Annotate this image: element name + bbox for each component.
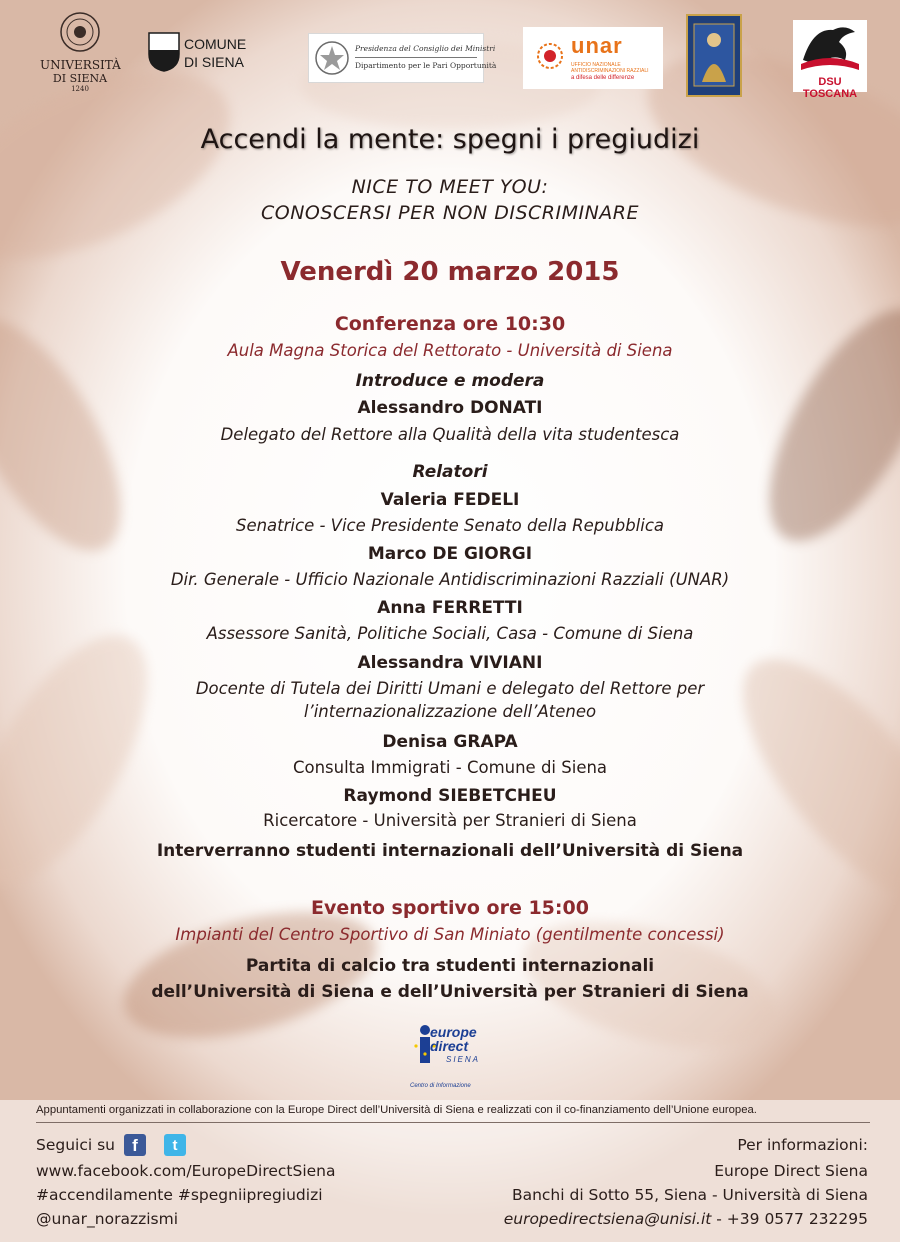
speaker-name: Marco DE GIORGI [367,544,533,564]
unar-dots-icon [535,41,565,71]
speaker-role: Ricercatore - Università per Stranieri di Siena [263,811,637,830]
hashtags: #accendilamente #spegniipregiudizi [36,1186,323,1204]
footer [0,1100,900,1242]
speakers-label: Relatori [412,462,488,482]
europe-line2: direct [430,1038,469,1054]
unisi-name-line2: DI SIENA [52,72,108,85]
speaker-name: Valeria FEDELI [380,490,520,510]
footer-divider [36,1122,870,1123]
speaker-role: Assessore Sanità, Politiche Sociali, Casa - Comune di Siena [206,624,694,643]
info-org: Europe Direct Siena [714,1162,868,1180]
europe-line3: SIENA [446,1055,481,1064]
unisi-year: 1240 [71,85,89,93]
twitter-handle-link[interactable]: @unar_norazzismi [36,1210,179,1228]
comune-logo [148,32,258,76]
dsu-name: DSU TOSCANA [802,76,858,100]
unar-sub1: UFFICIO NAZIONALE ANTIDISCRIMINAZIONI RAZZIALI [571,62,649,74]
europe-direct-logo [408,1020,498,1096]
presidenza-line2: Dipartimento per le Pari Opportunità [355,61,497,70]
presidenza-logo [308,33,497,83]
speaker-name: Raymond SIEBETCHEU [343,786,557,806]
comune-name-line1: COMUNE [184,36,247,52]
pegasus-icon [793,20,867,76]
speaker-name: Denisa GRAPA [382,732,518,752]
funding-note: Appuntamenti organizzati in collaborazione con la Europe Direct dell’Università di Siena e realizzati con il co-finanziamento dell’Unione europea. [36,1104,757,1116]
siena-shield-icon [148,32,180,72]
moderator-name: Alessandro DONATI [357,398,543,418]
twitter-icon[interactable] [164,1134,186,1156]
students-note: Interverranno studenti internazionali dell’Università di Siena [156,841,744,861]
unar-logo [523,27,663,89]
speaker-role: Consulta Immigrati - Comune di Siena [292,758,608,777]
info-email-link[interactable]: europedirectsiena@unisi.it [503,1210,712,1228]
sport-venue: Impianti del Centro Sportivo di San Miniato (gentilmente concessi) [175,925,725,944]
facebook-url-link[interactable]: www.facebook.com/EuropeDirectSiena [36,1162,336,1180]
unar-name: unar [571,33,623,58]
presidenza-divider [355,57,477,58]
facebook-glyph: f [132,1136,138,1155]
speaker-name: Anna FERRETTI [377,598,523,618]
subtitle-line2: CONOSCERSI PER NON DISCRIMINARE [260,202,640,224]
italian-emblem-icon [313,38,351,78]
conference-title: Conferenza ore 10:30 [334,313,566,335]
unisi-logo [40,12,120,97]
unar-sub2: a difesa delle differenze [571,75,635,81]
saint-figure-icon [688,16,740,95]
presidenza-line1: Presidenza del Consiglio dei Ministri [355,44,496,53]
twitter-glyph: t [172,1137,178,1154]
moderator-label: Introduce e modera [355,371,545,391]
logos-row [0,0,900,110]
sport-title: Evento sportivo ore 15:00 [311,897,589,919]
info-label: Per informazioni: [737,1136,868,1154]
follow-label: Seguici su [36,1136,115,1154]
speaker-role-continued: l’internazionalizzazione dell’Ateneo [303,702,597,721]
speaker-role: Senatrice - Vice Presidente Senato della Repubblica [235,516,665,535]
dsu-logo [793,20,867,100]
sport-desc-line2: dell’Università di Siena e dell’Università per Stranieri di Siena [151,982,749,1002]
speaker-role: Dir. Generale - Ufficio Nazionale Antidiscriminazioni Razziali (UNAR) [170,570,730,589]
unisi-seal-icon [40,12,120,54]
conference-venue: Aula Magna Storica del Rettorato - Università di Siena [227,341,673,360]
europe-line4: Centro di Informazione [410,1083,471,1089]
info-phone: - +39 0577 232295 [711,1210,868,1228]
europe-line1: europe [430,1024,477,1040]
sport-desc-line1: Partita di calcio tra studenti internazionali [245,956,655,976]
subtitle-line1: NICE TO MEET YOU: [351,176,549,198]
facebook-icon[interactable] [124,1134,146,1156]
event-date: Venerdì 20 marzo 2015 [280,257,620,287]
poster-title: Accendi la mente: spegni i pregiudizi [200,124,700,155]
info-address: Banchi di Sotto 55, Siena - Università di Siena [511,1186,868,1204]
comune-name-line2: DI SIENA [184,54,244,70]
speaker-name: Alessandra VIVIANI [357,653,543,673]
unistrasi-logo [686,14,742,97]
moderator-role: Delegato del Rettore alla Qualità della vita studentesca [220,425,680,444]
info-contacts [504,1210,868,1228]
unisi-name-line1: UNIVERSITÀ [40,58,121,72]
speaker-role: Docente di Tutela dei Diritti Umani e delegato del Rettore per [195,679,705,698]
